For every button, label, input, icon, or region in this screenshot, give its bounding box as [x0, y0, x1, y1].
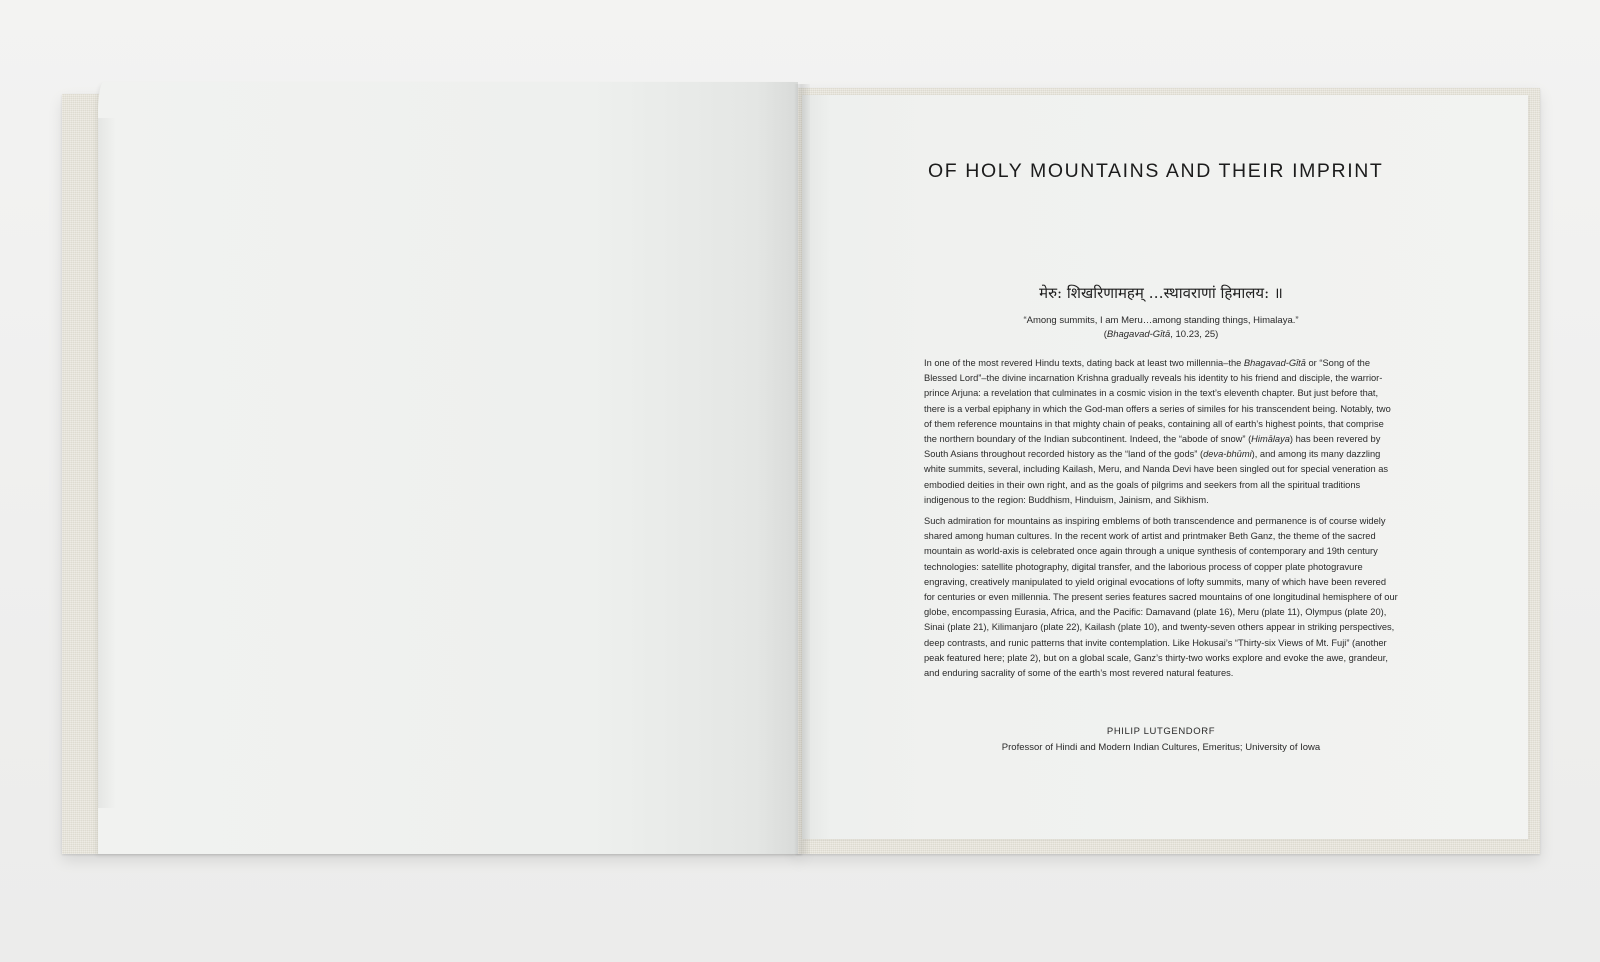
paragraph-1-italic-c: deva-bhūmi: [1203, 449, 1252, 460]
essay-body: [924, 356, 1398, 687]
essay-paragraph-2: Such admiration for mountains as inspiring emblems of both transcendence and permanence is of course widely shared among human cultures. In the recent work of artist and printmaker Beth Ganz, the theme of the sacred mountain as world-axis is celebrated once again through a unique synthesis of contemporary and 19th century technologies: satellite photography, digital transfer, and the laborious process of copper plate photogravure engraving, creatively manipulated to yield original evocations of lofty summits, many of which have been revered for centuries or even millennia. The present series features sacred mountains of one longitudinal hemisphere of our globe, encompassing Eurasia, Africa, and the Pacific: Damavand (plate 16), Meru (plate 11), Olympus (plate 20), Sinai (plate 21), Kilimanjaro (plate 22), Kailash (plate 10), and twenty-seven others appear in striking perspectives, deep contrasts, and runic patterns that invite contemplation. Like Hokusai’s “Thirty-six Views of Mt. Fuji” (another peak featured here; plate 2), but on a global scale, Ganz’s thirty-two works explore and evoke the awe, grandeur, and enduring sacrality of some of the earth’s most revered natural features.: [924, 516, 1398, 679]
sanskrit-epigraph: मेरु: शिखरिणामहम् …स्थावराणां हिमालय: ॥: [1039, 284, 1283, 302]
book-gutter: [794, 84, 810, 854]
paragraph-1-italic-a: Bhagavad-Gītā: [1243, 358, 1306, 368]
paragraph-1-italic-b: Himālaya: [1251, 434, 1290, 445]
left-blank-page: [98, 82, 798, 854]
epigraph-citation: (Bhagavad-Gītā, 10.23, 25): [1103, 329, 1219, 340]
epigraph-translation-block: [924, 314, 1398, 342]
epigraph-translation: “Among summits, I am Meru…among standing things, Himalaya.”: [1023, 315, 1299, 326]
author-affiliation: Professor of Hindi and Modern Indian Cultures, Emeritus; University of Iowa: [1001, 742, 1321, 753]
citation-work: Bhagavad-Gītā: [1106, 329, 1171, 340]
paragraph-1-text-a: In one of the most revered Hindu texts, dating back at least two millennia–the: [924, 358, 1244, 368]
paragraph-1-text-c: ) has been revered by South Asians throughout recorded history as the “land of the gods” (: [924, 434, 1381, 460]
citation-reference: , 10.23, 25): [1170, 329, 1219, 340]
essay-paragraph-1: [924, 356, 1398, 508]
left-page-edge-shadow: [98, 118, 116, 808]
page-title: OF HOLY MOUNTAINS AND THEIR IMPRINT: [928, 160, 1384, 182]
paragraph-1-text-b: or “Song of the Blessed Lord”–the divine incarnation Krishna gradually reveals his identity to his friend and disciple, the warrior-prince Arjuna: a revelation that culminates in a cosmic vision in the text’s eleventh chapter. But just before that, there is a verbal epiphany in which the God-man offers a series of similes for his transcendent being. Notably, two of them reference mountains in that mighty chain of peaks, containing all of earth’s highest points, that comprise the northern boundary of the Indian subcontinent. Indeed, the “abode of snow” (: [924, 358, 1391, 445]
author-name: PHILIP LUTGENDORF: [1106, 726, 1216, 737]
paragraph-1-text-d: ), and among its many dazzling white summits, several, including Kailash, Meru, and Nanda Devi have been singled out for special veneration as embodied deities in their own right, and as the goals of pilgrims and seekers from all the spiritual traditions indigenous to the region: Buddhism, Hinduism, Jainism, and Sikhism.: [924, 449, 1389, 505]
